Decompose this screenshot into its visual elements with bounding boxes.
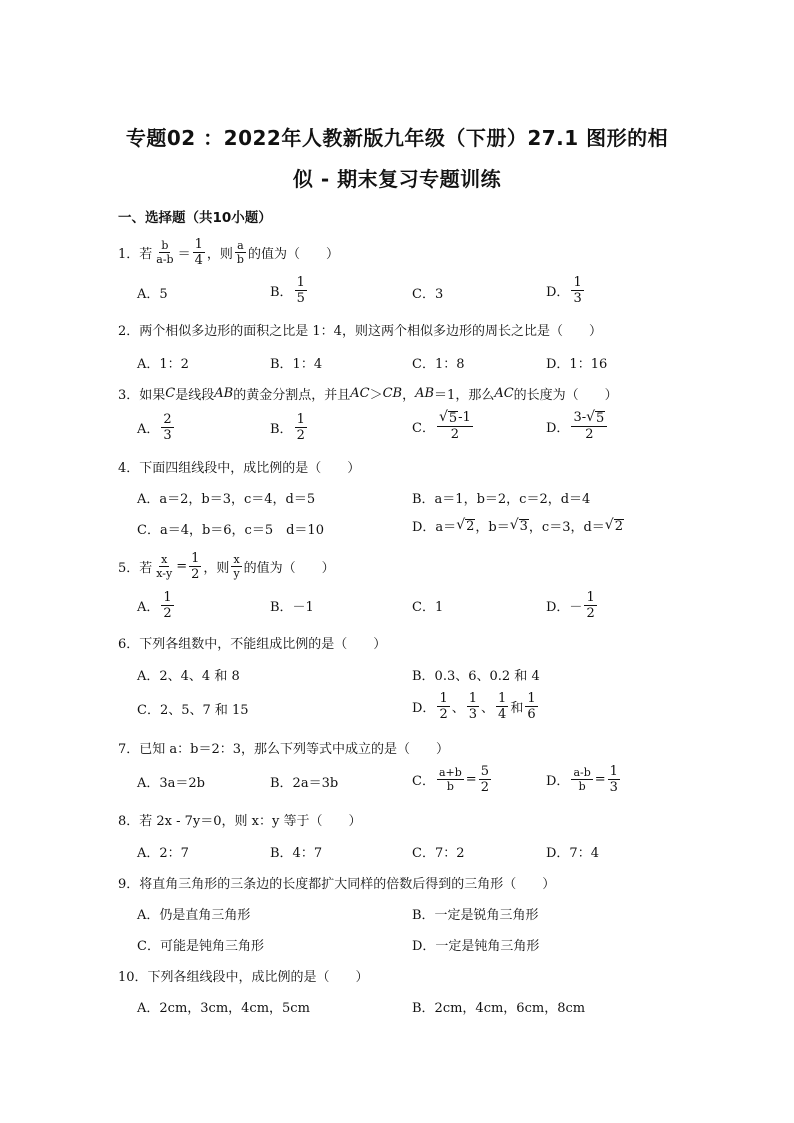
doc-title-line2: 似 - 期末复习专题训练 <box>292 167 502 191</box>
q5-option-b: B．－1 <box>270 600 314 615</box>
q1-suffix: 的值为（ ） <box>247 247 339 262</box>
q1-fraction-3: $\frac{a}{b}$ <box>236 239 244 266</box>
q9-option-d: D．一定是钝角三角形 <box>412 939 540 954</box>
q10-option-a: A．2cm，3cm，4cm，5cm <box>137 1001 310 1016</box>
q8-option-a: A．2：7 <box>137 846 189 861</box>
q5-option-a: A． $\frac{1}{2}$ <box>137 590 172 621</box>
q9-option-a: A．仍是直角三角形 <box>137 908 251 923</box>
q7-option-b: B．2a＝3b <box>270 776 339 791</box>
q3-option-d: D． 3- √ 5 2 <box>546 410 609 442</box>
q2-option-b: B．1：4 <box>270 357 323 372</box>
q4-option-b: B．a＝1，b＝2，c＝2，d＝4 <box>412 492 591 507</box>
question-7: 7．已知 a：b＝2：3，那么下列等式中成立的是（ ） <box>118 742 450 757</box>
q7-option-c: C． $\frac{a+b}{b}$ = $\frac{5}{2}$ <box>412 764 489 795</box>
q8-option-d: D．7：4 <box>546 846 599 861</box>
q4-option-a: A．a＝2，b＝3，c＝4，d＝5 <box>137 492 316 507</box>
q2-option-a: A．1：2 <box>137 357 189 372</box>
question-2: 2．两个相似多边形的面积之比是 1：4，则这两个相似多边形的周长之比是（ ） <box>118 324 602 339</box>
q6-option-c: C．2、5、7 和 15 <box>137 703 249 718</box>
q1-option-c: C．3 <box>412 287 444 302</box>
q2-option-d: D．1：16 <box>546 357 608 372</box>
q1-prefix: 1．若 <box>118 247 153 262</box>
question-5: 5．若 $\frac{x}{x-y}$ = $\frac{1}{2}$ ，则 $\frac{x}{y}$ 的值为（ ） <box>118 551 335 582</box>
question-3: 3．如果 C 是线段 AB 的黄金分割点，并且 AC ＞ CB ， AB ＝1，那么 AC 的长度为（ ） <box>118 386 618 403</box>
doc-title-line1: 专题02 ：2022年人教新版九年级（下册）27.1 图形的相 <box>125 126 669 150</box>
question-9: 9．将直角三角形的三条边的长度都扩大同样的倍数后得到的三角形（ ） <box>118 877 556 892</box>
q8-option-b: B．4：7 <box>270 846 323 861</box>
q1-option-a: A．5 <box>137 287 168 302</box>
question-6: 6．下列各组数中，不能组成比例的是（ ） <box>118 637 387 652</box>
q3-option-a: A． $\frac{2}{3}$ <box>137 412 172 443</box>
q1-equals: ＝ <box>177 247 191 262</box>
q9-option-b: B．一定是锐角三角形 <box>412 908 539 923</box>
question-1 <box>118 237 339 268</box>
q1-option-b: B． $\frac{1}{5}$ <box>270 275 305 306</box>
q1-mid: ，则 <box>206 247 233 262</box>
q9-option-c: C．可能是钝角三角形 <box>137 939 264 954</box>
section-heading: 一、选择题（共10小题） <box>118 210 272 226</box>
q3-option-b: B． $\frac{1}{2}$ <box>270 412 305 443</box>
q1-option-d: D． $\frac{1}{3}$ <box>546 275 582 306</box>
q10-option-b: B．2cm，4cm，6cm，8cm <box>412 1001 586 1016</box>
question-10: 10．下列各组线段中，成比例的是（ ） <box>118 970 369 985</box>
question-4: 4．下面四组线段中，成比例的是（ ） <box>118 461 361 476</box>
q4-option-c: C．a＝4，b＝6，c＝5 d＝10 <box>137 523 324 538</box>
q2-option-c: C．1：8 <box>412 357 465 372</box>
q8-option-c: C．7：2 <box>412 846 465 861</box>
q6-option-a: A．2、4、4 和 8 <box>137 669 240 684</box>
q5-option-c: C．1 <box>412 600 444 615</box>
q4-option-d: D．a＝ √ 2 ，b＝ √ 3 ，c＝3，d＝ √ 2 <box>412 516 623 535</box>
q6-option-b: B．0.3、6、0.2 和 4 <box>412 669 540 684</box>
q1-fraction-1: $\frac{b}{a-b}$ <box>156 239 174 266</box>
q3-option-c: C． √ 5 -1 2 <box>412 409 471 442</box>
q1-fraction-2: $\frac{1}{4}$ <box>194 237 203 268</box>
q5-option-d: D．－ $\frac{1}{2}$ <box>546 590 595 621</box>
question-8: 8．若 2x - 7y＝0，则 x：y 等于（ ） <box>118 814 362 829</box>
q7-option-a: A．3a＝2b <box>137 776 206 791</box>
q6-option-d: D． $\frac{1}{2}$ 、 $\frac{1}{3}$ 、 $\frac{1}{4}$ 和 $\frac{1}{6}$ <box>412 691 536 722</box>
q7-option-d: D． $\frac{a-b}{b}$ = $\frac{1}{3}$ <box>546 764 618 795</box>
